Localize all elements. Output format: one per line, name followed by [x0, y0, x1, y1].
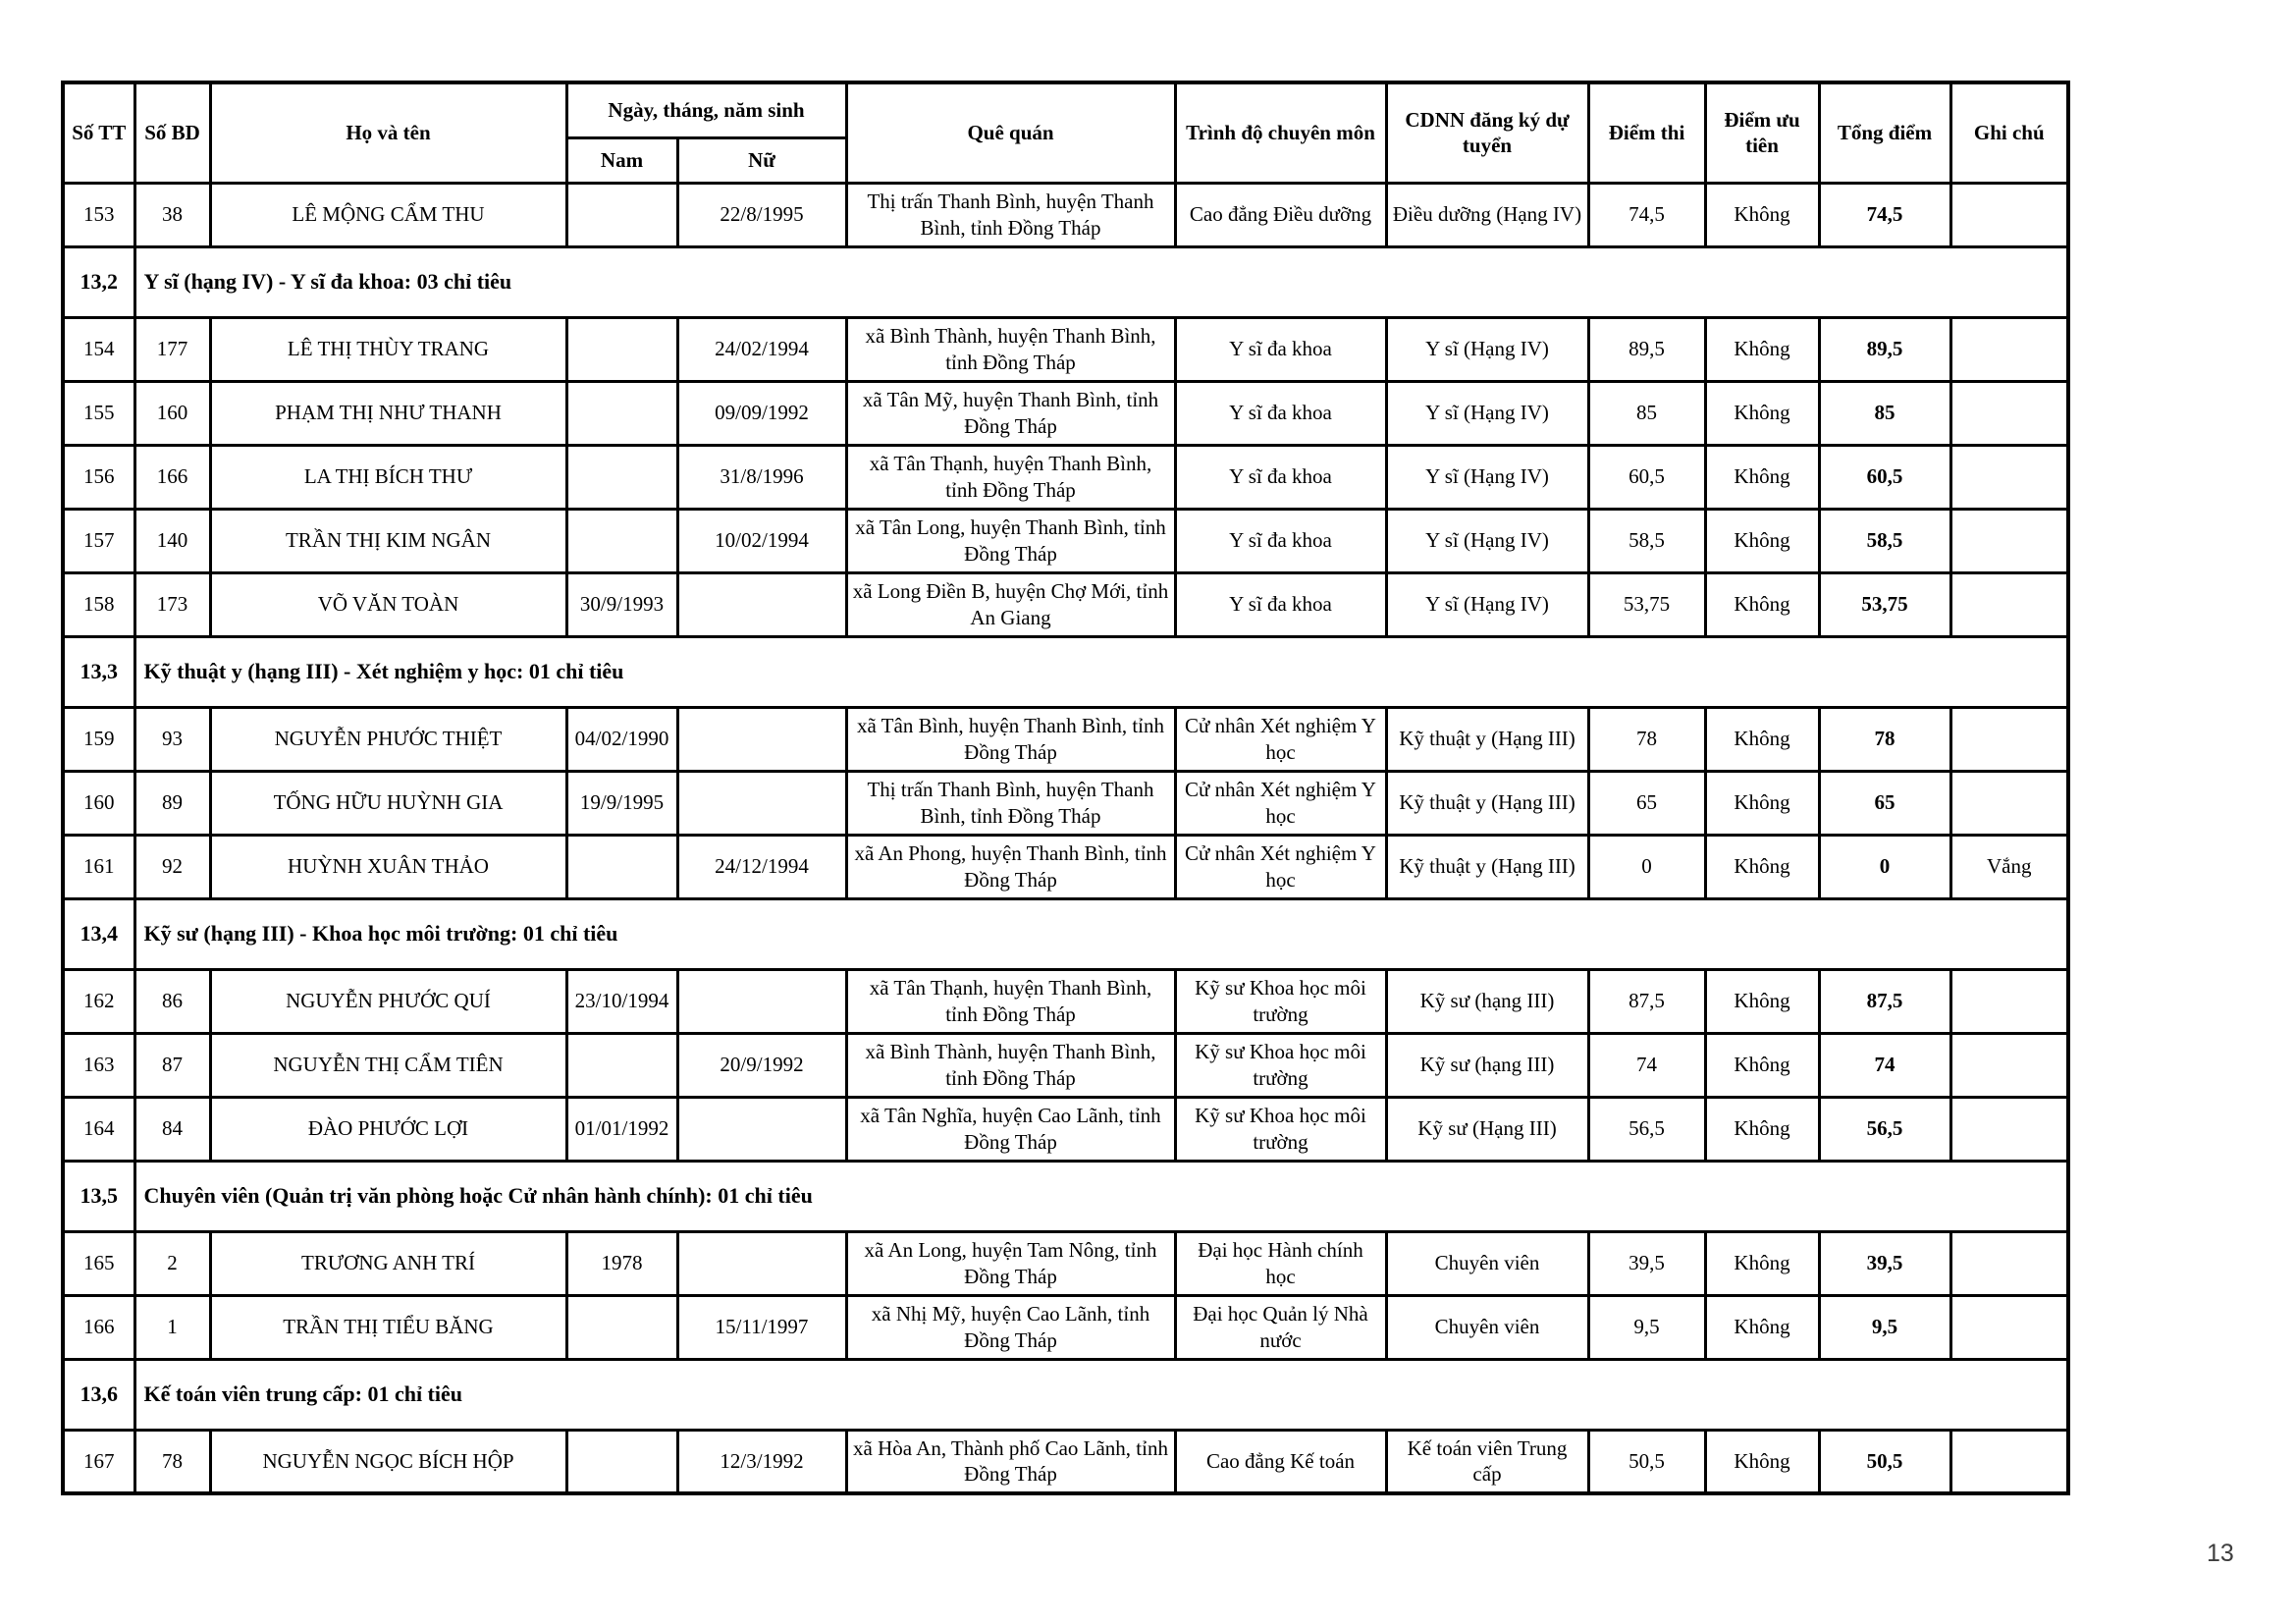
cell-hometown: xã Tân Thạnh, huyện Thanh Bình, tỉnh Đồng Tháp	[846, 445, 1175, 509]
cell-sbd: 86	[134, 969, 210, 1033]
cell-exam-score: 78	[1588, 707, 1705, 771]
cell-total-score: 50,5	[1819, 1430, 1950, 1493]
section-row	[63, 1161, 2068, 1231]
cell-dob-female	[677, 771, 846, 835]
section-row	[63, 246, 2068, 317]
section-label: Kỹ thuật y (hạng III) - Xét nghiệm y học: 01 chỉ tiêu	[134, 636, 2068, 707]
cell-priority-score: Không	[1705, 1033, 1819, 1097]
cell-hometown: xã Tân Bình, huyện Thanh Bình, tỉnh Đồng Tháp	[846, 707, 1175, 771]
cell-dob-female	[677, 572, 846, 636]
cell-total-score: 65	[1819, 771, 1950, 835]
cell-cdnn: Chuyên viên	[1386, 1295, 1588, 1359]
cell-qualification: Cử nhân Xét nghiệm Y học	[1175, 707, 1386, 771]
cell-note	[1950, 1295, 2068, 1359]
cell-sbd: 93	[134, 707, 210, 771]
cell-dob-male: 01/01/1992	[566, 1097, 677, 1161]
cell-qualification: Đại học Quản lý Nhà nước	[1175, 1295, 1386, 1359]
cell-stt: 162	[63, 969, 134, 1033]
section-index: 13,2	[63, 246, 134, 317]
section-row	[63, 636, 2068, 707]
cell-note	[1950, 445, 2068, 509]
cell-qualification: Y sĩ đa khoa	[1175, 445, 1386, 509]
cell-note	[1950, 1097, 2068, 1161]
cell-cdnn: Kỹ sư (hạng III)	[1386, 1033, 1588, 1097]
cell-hometown: xã Tân Thạnh, huyện Thanh Bình, tỉnh Đồng Tháp	[846, 969, 1175, 1033]
cell-hometown: xã Long Điền B, huyện Chợ Mới, tỉnh An Giang	[846, 572, 1175, 636]
cell-dob-male	[566, 1430, 677, 1493]
cell-cdnn: Kỹ sư (Hạng III)	[1386, 1097, 1588, 1161]
cell-stt: 164	[63, 1097, 134, 1161]
cell-sbd: 78	[134, 1430, 210, 1493]
cell-hometown: Thị trấn Thanh Bình, huyện Thanh Bình, tỉnh Đồng Tháp	[846, 183, 1175, 246]
cell-stt: 165	[63, 1231, 134, 1295]
cell-sbd: 38	[134, 183, 210, 246]
cell-priority-score: Không	[1705, 445, 1819, 509]
cell-dob-female	[677, 1097, 846, 1161]
cell-dob-male: 04/02/1990	[566, 707, 677, 771]
cell-hometown: xã Tân Long, huyện Thanh Bình, tỉnh Đồng Tháp	[846, 509, 1175, 572]
header-cdnn: CDNN đăng ký dự tuyển	[1386, 82, 1588, 183]
cell-priority-score: Không	[1705, 183, 1819, 246]
cell-priority-score: Không	[1705, 969, 1819, 1033]
cell-priority-score: Không	[1705, 509, 1819, 572]
cell-total-score: 58,5	[1819, 509, 1950, 572]
cell-priority-score: Không	[1705, 572, 1819, 636]
cell-stt: 167	[63, 1430, 134, 1493]
cell-qualification: Y sĩ đa khoa	[1175, 381, 1386, 445]
cell-dob-female: 10/02/1994	[677, 509, 846, 572]
section-label: Kỹ sư (hạng III) - Khoa học môi trường: 01 chỉ tiêu	[134, 898, 2068, 969]
cell-dob-female: 31/8/1996	[677, 445, 846, 509]
cell-stt: 159	[63, 707, 134, 771]
cell-dob-male: 1978	[566, 1231, 677, 1295]
cell-hometown: xã Tân Mỹ, huyện Thanh Bình, tỉnh Đồng Tháp	[846, 381, 1175, 445]
cell-total-score: 56,5	[1819, 1097, 1950, 1161]
cell-exam-score: 39,5	[1588, 1231, 1705, 1295]
cell-exam-score: 0	[1588, 835, 1705, 898]
cell-exam-score: 56,5	[1588, 1097, 1705, 1161]
cell-sbd: 2	[134, 1231, 210, 1295]
table-row	[63, 1097, 2068, 1161]
cell-note	[1950, 1033, 2068, 1097]
cell-qualification: Cử nhân Xét nghiệm Y học	[1175, 835, 1386, 898]
cell-name: PHẠM THỊ NHƯ THANH	[210, 381, 566, 445]
cell-priority-score: Không	[1705, 707, 1819, 771]
cell-note	[1950, 771, 2068, 835]
cell-qualification: Cử nhân Xét nghiệm Y học	[1175, 771, 1386, 835]
cell-stt: 161	[63, 835, 134, 898]
cell-priority-score: Không	[1705, 835, 1819, 898]
cell-total-score: 0	[1819, 835, 1950, 898]
cell-dob-female	[677, 1231, 846, 1295]
page-number: 13	[2207, 1540, 2234, 1567]
section-label: Kế toán viên trung cấp: 01 chỉ tiêu	[134, 1359, 2068, 1430]
cell-dob-male	[566, 835, 677, 898]
cell-name: HUỲNH XUÂN THẢO	[210, 835, 566, 898]
cell-note	[1950, 969, 2068, 1033]
cell-total-score: 89,5	[1819, 317, 1950, 381]
cell-stt: 154	[63, 317, 134, 381]
cell-priority-score: Không	[1705, 1097, 1819, 1161]
cell-cdnn: Y sĩ (Hạng IV)	[1386, 572, 1588, 636]
table-row	[63, 1231, 2068, 1295]
cell-name: NGUYỄN THỊ CẨM TIÊN	[210, 1033, 566, 1097]
cell-dob-male	[566, 183, 677, 246]
cell-hometown: xã Tân Nghĩa, huyện Cao Lãnh, tỉnh Đồng Tháp	[846, 1097, 1175, 1161]
table-row	[63, 317, 2068, 381]
cell-cdnn: Y sĩ (Hạng IV)	[1386, 317, 1588, 381]
cell-name: LÊ MỘNG CẨM THU	[210, 183, 566, 246]
cell-exam-score: 74,5	[1588, 183, 1705, 246]
cell-qualification: Kỹ sư Khoa học môi trường	[1175, 969, 1386, 1033]
cell-sbd: 173	[134, 572, 210, 636]
table-header	[63, 82, 2068, 183]
cell-note	[1950, 707, 2068, 771]
cell-qualification: Cao đẳng Điều dưỡng	[1175, 183, 1386, 246]
section-label: Chuyên viên (Quản trị văn phòng hoặc Cử nhân hành chính): 01 chỉ tiêu	[134, 1161, 2068, 1231]
cell-hometown: Thị trấn Thanh Bình, huyện Thanh Bình, tỉnh Đồng Tháp	[846, 771, 1175, 835]
cell-cdnn: Điều dưỡng (Hạng IV)	[1386, 183, 1588, 246]
cell-qualification: Y sĩ đa khoa	[1175, 572, 1386, 636]
header-dob-male: Nam	[566, 137, 677, 183]
cell-stt: 155	[63, 381, 134, 445]
cell-dob-male	[566, 1295, 677, 1359]
cell-total-score: 74	[1819, 1033, 1950, 1097]
section-index: 13,4	[63, 898, 134, 969]
header-dob-female: Nữ	[677, 137, 846, 183]
candidate-results-table	[61, 81, 2070, 1495]
cell-dob-male: 23/10/1994	[566, 969, 677, 1033]
section-label: Y sĩ (hạng IV) - Y sĩ đa khoa: 03 chỉ tiêu	[134, 246, 2068, 317]
cell-hometown: xã An Long, huyện Tam Nông, tỉnh Đồng Tháp	[846, 1231, 1175, 1295]
cell-dob-female: 15/11/1997	[677, 1295, 846, 1359]
table-body	[63, 183, 2068, 1493]
cell-note	[1950, 183, 2068, 246]
cell-total-score: 74,5	[1819, 183, 1950, 246]
cell-total-score: 87,5	[1819, 969, 1950, 1033]
cell-priority-score: Không	[1705, 317, 1819, 381]
header-hometown: Quê quán	[846, 82, 1175, 183]
cell-sbd: 92	[134, 835, 210, 898]
header-sbd: Số BD	[134, 82, 210, 183]
table-row	[63, 1430, 2068, 1493]
cell-note	[1950, 1231, 2068, 1295]
cell-hometown: xã Nhị Mỹ, huyện Cao Lãnh, tỉnh Đồng Tháp	[846, 1295, 1175, 1359]
cell-cdnn: Kế toán viên Trung cấp	[1386, 1430, 1588, 1493]
cell-name: NGUYỄN NGỌC BÍCH HỘP	[210, 1430, 566, 1493]
cell-sbd: 160	[134, 381, 210, 445]
table-row	[63, 771, 2068, 835]
cell-stt: 163	[63, 1033, 134, 1097]
cell-qualification: Cao đẳng Kế toán	[1175, 1430, 1386, 1493]
cell-note	[1950, 509, 2068, 572]
cell-total-score: 60,5	[1819, 445, 1950, 509]
cell-dob-male	[566, 445, 677, 509]
cell-stt: 158	[63, 572, 134, 636]
cell-total-score: 39,5	[1819, 1231, 1950, 1295]
cell-dob-female: 20/9/1992	[677, 1033, 846, 1097]
cell-total-score: 78	[1819, 707, 1950, 771]
cell-hometown: xã Bình Thành, huyện Thanh Bình, tỉnh Đồng Tháp	[846, 317, 1175, 381]
table-row	[63, 445, 2068, 509]
section-row	[63, 1359, 2068, 1430]
cell-name: TRẦN THỊ TIỂU BĂNG	[210, 1295, 566, 1359]
cell-priority-score: Không	[1705, 771, 1819, 835]
table-row	[63, 835, 2068, 898]
section-index: 13,6	[63, 1359, 134, 1430]
section-index: 13,5	[63, 1161, 134, 1231]
header-priority-score: Điểm ưu tiên	[1705, 82, 1819, 183]
section-index: 13,3	[63, 636, 134, 707]
cell-cdnn: Kỹ thuật y (Hạng III)	[1386, 771, 1588, 835]
header-exam-score: Điểm thi	[1588, 82, 1705, 183]
cell-dob-male	[566, 1033, 677, 1097]
cell-cdnn: Kỹ thuật y (Hạng III)	[1386, 707, 1588, 771]
cell-name: LÊ THỊ THÙY TRANG	[210, 317, 566, 381]
cell-stt: 160	[63, 771, 134, 835]
table-row	[63, 1295, 2068, 1359]
header-dob-group: Ngày, tháng, năm sinh	[566, 82, 846, 137]
cell-stt: 156	[63, 445, 134, 509]
cell-qualification: Y sĩ đa khoa	[1175, 317, 1386, 381]
cell-hometown: xã Hòa An, Thành phố Cao Lãnh, tỉnh Đồng Tháp	[846, 1430, 1175, 1493]
cell-dob-female: 24/02/1994	[677, 317, 846, 381]
cell-priority-score: Không	[1705, 1430, 1819, 1493]
cell-note: Vắng	[1950, 835, 2068, 898]
cell-sbd: 177	[134, 317, 210, 381]
cell-sbd: 1	[134, 1295, 210, 1359]
cell-name: TRƯƠNG ANH TRÍ	[210, 1231, 566, 1295]
cell-note	[1950, 572, 2068, 636]
table-row	[63, 183, 2068, 246]
cell-name: TRẦN THỊ KIM NGÂN	[210, 509, 566, 572]
cell-exam-score: 65	[1588, 771, 1705, 835]
cell-exam-score: 74	[1588, 1033, 1705, 1097]
cell-priority-score: Không	[1705, 381, 1819, 445]
cell-dob-female: 12/3/1992	[677, 1430, 846, 1493]
cell-dob-male: 19/9/1995	[566, 771, 677, 835]
cell-exam-score: 89,5	[1588, 317, 1705, 381]
cell-hometown: xã An Phong, huyện Thanh Bình, tỉnh Đồng Tháp	[846, 835, 1175, 898]
cell-exam-score: 9,5	[1588, 1295, 1705, 1359]
cell-name: NGUYỄN PHƯỚC QUÍ	[210, 969, 566, 1033]
cell-note	[1950, 317, 2068, 381]
cell-dob-female: 22/8/1995	[677, 183, 846, 246]
cell-sbd: 140	[134, 509, 210, 572]
cell-dob-male	[566, 317, 677, 381]
cell-cdnn: Kỹ sư (hạng III)	[1386, 969, 1588, 1033]
cell-dob-female: 24/12/1994	[677, 835, 846, 898]
cell-exam-score: 85	[1588, 381, 1705, 445]
cell-sbd: 166	[134, 445, 210, 509]
cell-exam-score: 53,75	[1588, 572, 1705, 636]
cell-dob-female: 09/09/1992	[677, 381, 846, 445]
table-row	[63, 1033, 2068, 1097]
cell-stt: 153	[63, 183, 134, 246]
cell-name: NGUYỄN PHƯỚC THIỆT	[210, 707, 566, 771]
cell-cdnn: Y sĩ (Hạng IV)	[1386, 445, 1588, 509]
cell-sbd: 87	[134, 1033, 210, 1097]
cell-stt: 157	[63, 509, 134, 572]
cell-sbd: 89	[134, 771, 210, 835]
cell-total-score: 9,5	[1819, 1295, 1950, 1359]
cell-total-score: 53,75	[1819, 572, 1950, 636]
cell-priority-score: Không	[1705, 1295, 1819, 1359]
cell-dob-male	[566, 509, 677, 572]
table-row	[63, 707, 2068, 771]
table-row	[63, 381, 2068, 445]
cell-dob-female	[677, 707, 846, 771]
cell-qualification: Đại học Hành chính học	[1175, 1231, 1386, 1295]
header-stt: Số TT	[63, 82, 134, 183]
section-row	[63, 898, 2068, 969]
cell-hometown: xã Bình Thành, huyện Thanh Bình, tỉnh Đồng Tháp	[846, 1033, 1175, 1097]
cell-name: VÕ VĂN TOÀN	[210, 572, 566, 636]
cell-cdnn: Chuyên viên	[1386, 1231, 1588, 1295]
cell-exam-score: 50,5	[1588, 1430, 1705, 1493]
cell-total-score: 85	[1819, 381, 1950, 445]
header-name: Họ và tên	[210, 82, 566, 183]
header-total-score: Tổng điểm	[1819, 82, 1950, 183]
cell-exam-score: 87,5	[1588, 969, 1705, 1033]
cell-qualification: Y sĩ đa khoa	[1175, 509, 1386, 572]
cell-dob-female	[677, 969, 846, 1033]
cell-qualification: Kỹ sư Khoa học môi trường	[1175, 1097, 1386, 1161]
cell-cdnn: Y sĩ (Hạng IV)	[1386, 509, 1588, 572]
cell-name: TỐNG HỮU HUỲNH GIA	[210, 771, 566, 835]
cell-dob-male: 30/9/1993	[566, 572, 677, 636]
cell-cdnn: Kỹ thuật y (Hạng III)	[1386, 835, 1588, 898]
cell-name: ĐÀO PHƯỚC LỢI	[210, 1097, 566, 1161]
header-qualification: Trình độ chuyên môn	[1175, 82, 1386, 183]
cell-cdnn: Y sĩ (Hạng IV)	[1386, 381, 1588, 445]
cell-note	[1950, 1430, 2068, 1493]
table-row	[63, 572, 2068, 636]
header-note: Ghi chú	[1950, 82, 2068, 183]
cell-exam-score: 58,5	[1588, 509, 1705, 572]
cell-sbd: 84	[134, 1097, 210, 1161]
cell-note	[1950, 381, 2068, 445]
cell-name: LA THỊ BÍCH THƯ	[210, 445, 566, 509]
cell-dob-male	[566, 381, 677, 445]
cell-qualification: Kỹ sư Khoa học môi trường	[1175, 1033, 1386, 1097]
table-row	[63, 509, 2068, 572]
cell-priority-score: Không	[1705, 1231, 1819, 1295]
cell-exam-score: 60,5	[1588, 445, 1705, 509]
table-row	[63, 969, 2068, 1033]
cell-stt: 166	[63, 1295, 134, 1359]
